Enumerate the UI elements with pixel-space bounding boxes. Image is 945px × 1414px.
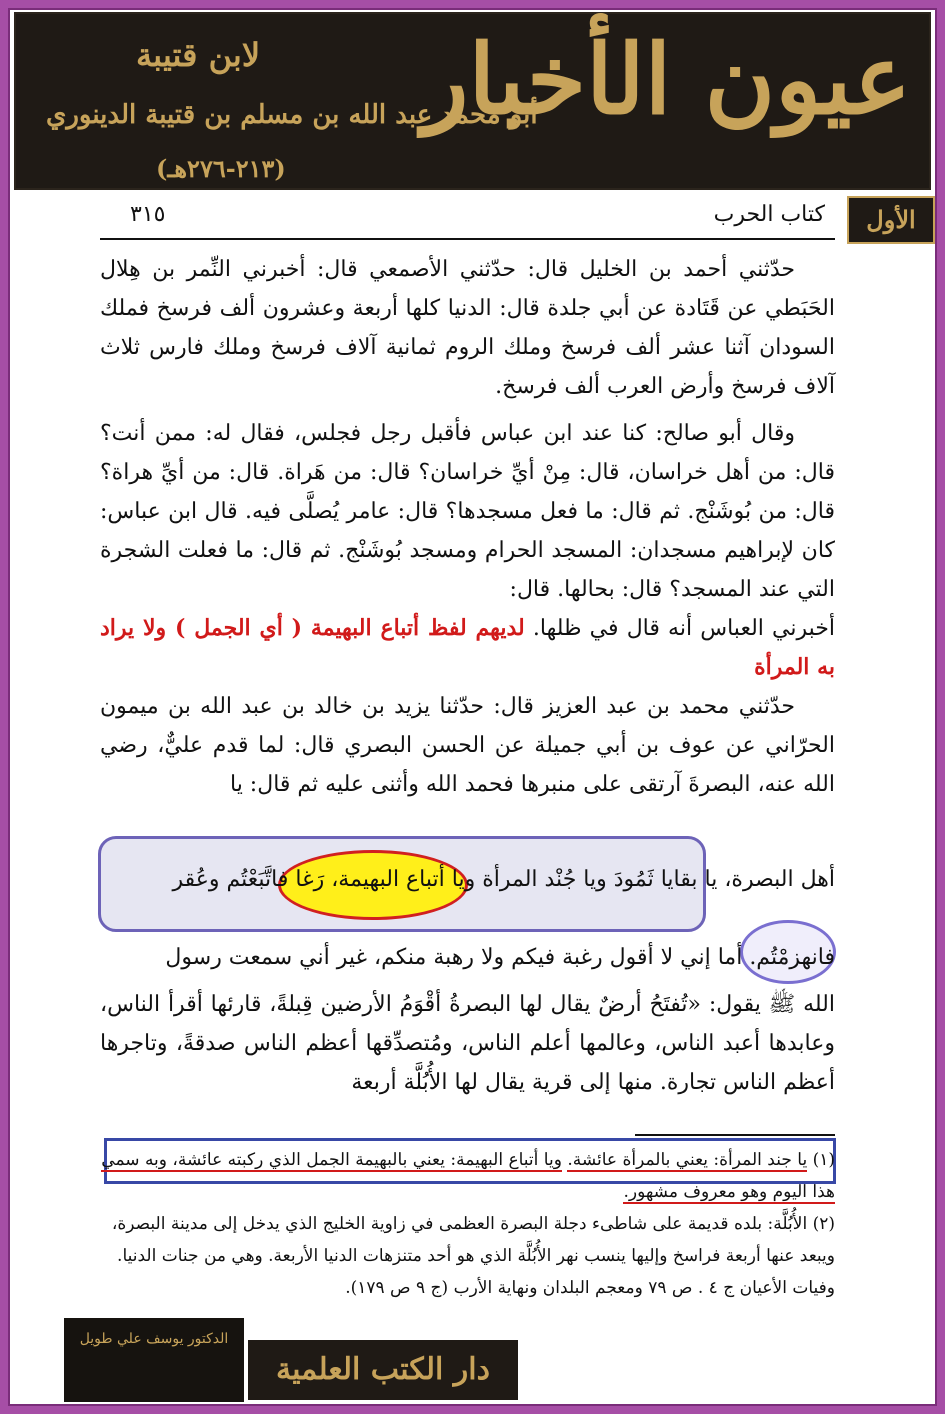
footnote-1 xyxy=(100,1144,835,1208)
highlight-black-text: أخبرني العباس أنه قال في ظلها. xyxy=(532,616,835,641)
author-short: لابن قتيبة xyxy=(136,36,261,74)
chapter-title: كتاب الحرب xyxy=(713,202,825,227)
footnote-2-num: (٢) xyxy=(812,1214,835,1234)
volume-badge: الأول xyxy=(847,196,935,244)
quote-line-2-rest: أما إني لا أقول رغبة فيكم ولا رهبة منكم، غير أني سمعت رسول xyxy=(165,945,743,970)
footnote-1-num: (١) xyxy=(812,1150,835,1170)
footnote-2 xyxy=(100,1208,835,1304)
quote-end: رَغا فاتَّبَعْتُم وعُقر xyxy=(172,867,325,892)
footnotes xyxy=(100,1144,835,1304)
footnote-1-text-a: يا جند المرأة: يعني بالمرأة عائشة. xyxy=(567,1150,808,1170)
footnote-rule xyxy=(635,1134,835,1136)
quote-start: أهل البصرة، xyxy=(724,867,835,892)
footnote-2-text: الأُبُلَّة: بلده قديمة على شاطىء دجلة البصرة العظمى في زاوية الخليج الذي يدخل إلى مدينة البصرة، ويبعد عنها أربعة فراسخ وإليها ينسب نهر الأُبُلَّة الذي هو أحد متنزهات الدنيا الأربعة. وهي من جنات الدنيا. وفيات الأعيان ج ٤ . ص ٧٩ ومعجم البلدان ونهاية الأرب (ج ٩ ص ١٧٩). xyxy=(111,1214,835,1298)
author-full-name: أبو محمد عبد الله بن مسلم بن قتيبة الدينوري xyxy=(46,100,538,130)
highlight-red-note: لديهم لفظ أتباع البهيمة ( أي الجمل ) ولا يراد به المرأة xyxy=(100,615,835,680)
publisher-logo: دار الكتب العلمية xyxy=(248,1340,518,1400)
paragraph-2: وقال أبو صالح: كنا عند ابن عباس فأقبل رجل فجلس، فقال له: ممن أنت؟ قال: من أهل خراسان، قال: مِنْ أيِّ خراسان؟ قال: من هَراة. قال: من أيِّ هراة؟ قال: من بُوشَنْج. ثم قال: ما فعل مسجدها؟ قال: عامر يُصلَّى فيه. قال ابن عباس: كان لإبراهيم مسجدان: المسجد الحرام ومسجد بُوشَنْج. ثم قال: ما فعلت الشجرة التي عند المسجد؟ قال: بحالها. قال: xyxy=(100,421,835,602)
title-banner xyxy=(14,12,931,190)
highlight-line xyxy=(100,609,835,687)
quote-oval-small-text: فانهزمْتُم. xyxy=(749,945,835,970)
page-header xyxy=(100,198,835,240)
quote-boxed: يا بقايا ثَمُودَ ويا جُنْد المرأة xyxy=(482,867,718,892)
quote-oval-text: ويا أتباع البهيمة، xyxy=(331,867,476,892)
hadith-text: الله ﷺ يقول: «تُفتَحُ أرضٌ يقال لها البصرةُ أقْوَمُ الأرضين قِبلةً، قارئها أقرأ الناس، وعابدها أعبد الناس، وعالمها أعلم الناس، ومُتصدِّقها أعظم الناس صدقةً، وتاجرها أعظم الناس تجارة. منها إلى قرية يقال لها الأُبُلَّة أربعة xyxy=(100,992,835,1095)
owner-stamp: الدكتور يوسف علي طويل xyxy=(64,1318,244,1402)
main-text xyxy=(100,250,835,804)
paragraph-3: حدّثني محمد بن عبد العزيز قال: حدّثنا يزيد بن خالد بن عبد الله بن ميمون الحرّاني عن عوف بن أبي جميلة عن الحسن البصري قال: لما قدم عليٌّ، رضي الله عنه، البصرةَ آرتقى على منبرها فحمد الله وأثنى عليه ثم قال: يا xyxy=(100,694,835,797)
book-title: عيون الأخبار xyxy=(422,23,911,136)
footnote-1-text-b: ويا أتباع البهيمة: يعني بالبهيمة الجمل الذي ركبته عائشة، وبه سمي هذا اليوم وهو معروف مشهور. xyxy=(101,1150,835,1202)
author-dates: (٢١٣-٢٧٦هـ) xyxy=(156,154,286,183)
quote-line-2 xyxy=(100,938,835,977)
paragraph-1: حدّثني أحمد بن الخليل قال: حدّثني الأصمعي قال: أخبرني النِّمر بن هِلال الحَبَطي عن قَتَادة عن أبي جلدة قال: الدنيا كلها أربعة وعشرون ألف فرسخ فملك السودان آثنا عشر ألف فرسخ وملك الروم ثمانية آلاف فرسخ وملك فارس ثلاث آلاف فرسخ وأرض العرب ألف فرسخ. xyxy=(100,257,835,399)
quote-line-1 xyxy=(100,860,835,899)
page-number: ٣١٥ xyxy=(130,202,166,227)
